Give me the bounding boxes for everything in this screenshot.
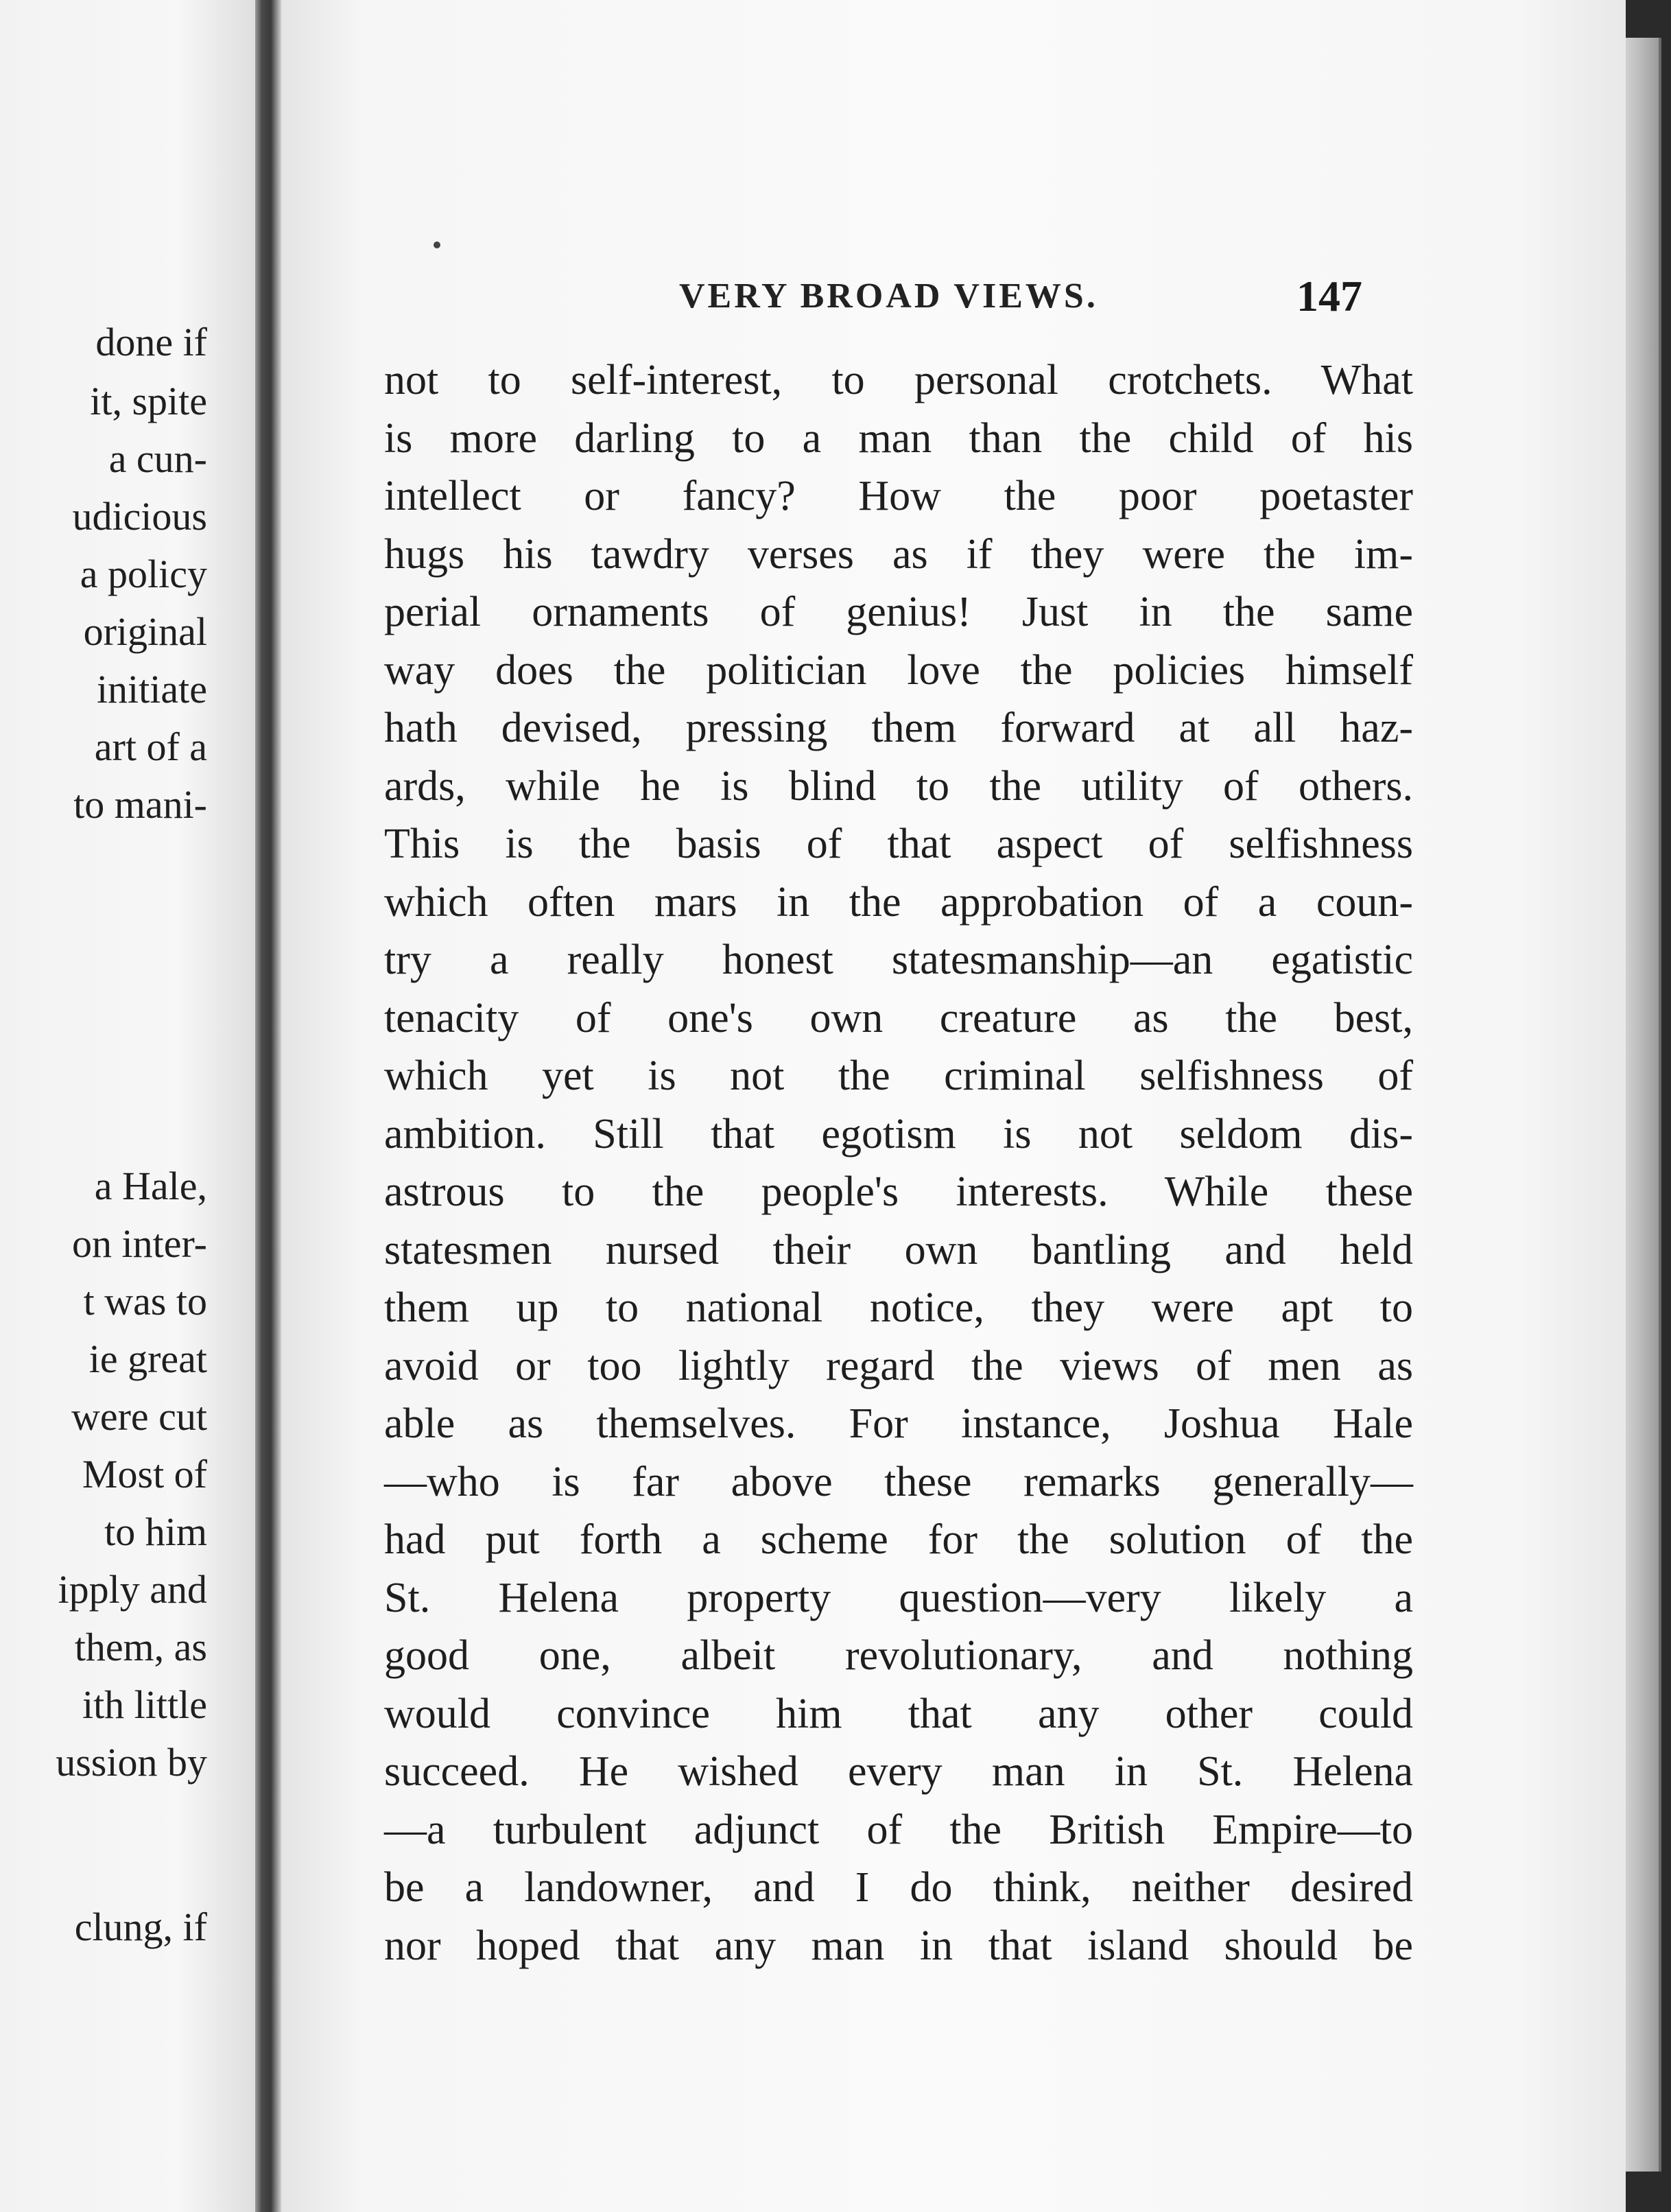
left-facing-page: [0, 0, 255, 2212]
text-line: St. Helena property question—very likely a: [384, 1574, 1413, 1621]
text-line: intellect or fancy? How the poor poetaster: [384, 473, 1413, 519]
left-page-line: ith little: [82, 1682, 207, 1727]
left-page-line: Most of: [82, 1452, 207, 1496]
text-line: —a turbulent adjunct of the British Empire—to: [384, 1806, 1413, 1853]
text-line: which yet is not the criminal selfishness of: [384, 1052, 1413, 1099]
text-line: —who is far above these remarks generally—: [384, 1458, 1413, 1505]
text-line: tenacity of one's own creature as the best,: [384, 994, 1413, 1042]
book-spine: [255, 0, 281, 2212]
left-page-line: a Hale,: [94, 1164, 207, 1208]
text-line: way does the politician love the policies himself: [384, 646, 1413, 694]
left-page-line: to mani-: [73, 782, 207, 827]
text-line: good one, albeit revolutionary, and nothing: [384, 1632, 1413, 1679]
left-page-line: a policy: [80, 552, 207, 596]
left-page-line: t was to: [83, 1279, 207, 1323]
left-page-line: art of a: [94, 725, 207, 769]
text-line: had put forth a scheme for the solution of the: [384, 1516, 1413, 1563]
text-line: hath devised, pressing them forward at all haz-: [384, 705, 1413, 751]
page-edge: [1626, 38, 1661, 2172]
left-page-line: them, as: [74, 1625, 207, 1669]
text-line: able as themselves. For instance, Joshua Hale: [384, 1400, 1413, 1447]
text-line: statesmen nursed their own bantling and held: [384, 1226, 1413, 1273]
text-line: succeed. He wished every man in St. Helena: [384, 1748, 1413, 1795]
left-page-line: original: [83, 609, 207, 654]
left-page-line: on inter-: [72, 1221, 207, 1266]
text-line: ards, while he is blind to the utility of others.: [384, 762, 1413, 810]
left-page-line: to him: [104, 1509, 207, 1554]
text-line: not to self-interest, to personal crotchets. What: [384, 357, 1413, 403]
left-page-line: clung, if: [74, 1905, 207, 1949]
running-head: VERY BROAD VIEWS.: [679, 276, 1098, 316]
text-line: astrous to the people's interests. While these: [384, 1168, 1413, 1215]
text-line: would convince him that any other could: [384, 1690, 1413, 1737]
text-line: perial ornaments of genius! Just in the same: [384, 589, 1413, 635]
text-line: which often mars in the approbation of a coun-: [384, 878, 1413, 926]
text-line: be a landowner, and I do think, neither desired: [384, 1864, 1413, 1911]
text-line: them up to national notice, they were apt to: [384, 1284, 1413, 1331]
left-page-line: done if: [95, 320, 207, 364]
left-page-line: initiate: [96, 667, 207, 711]
body-text: [384, 351, 1413, 1975]
text-line: try a really honest statesmanship—an egatistic: [384, 937, 1413, 983]
left-page-line: udicious: [72, 494, 207, 539]
left-page-line: ipply and: [58, 1567, 207, 1612]
text-line: is more darling to a man than the child of his: [384, 414, 1413, 462]
ink-speck: [434, 242, 440, 248]
left-page-line: were cut: [71, 1394, 207, 1439]
left-page-line: ussion by: [56, 1740, 207, 1785]
text-line: nor hoped that any man in that island should be: [384, 1922, 1413, 1969]
left-page-line: it, spite: [90, 379, 207, 423]
left-page-line: ie great: [88, 1337, 207, 1381]
text-line: avoid or too lightly regard the views of men as: [384, 1342, 1413, 1389]
page-number: 147: [1296, 272, 1362, 320]
text-line: This is the basis of that aspect of selfishness: [384, 821, 1413, 867]
left-page-line: a cun-: [108, 436, 207, 481]
text-line: ambition. Still that egotism is not seldom dis-: [384, 1110, 1413, 1157]
text-line: hugs his tawdry verses as if they were the im-: [384, 530, 1413, 578]
